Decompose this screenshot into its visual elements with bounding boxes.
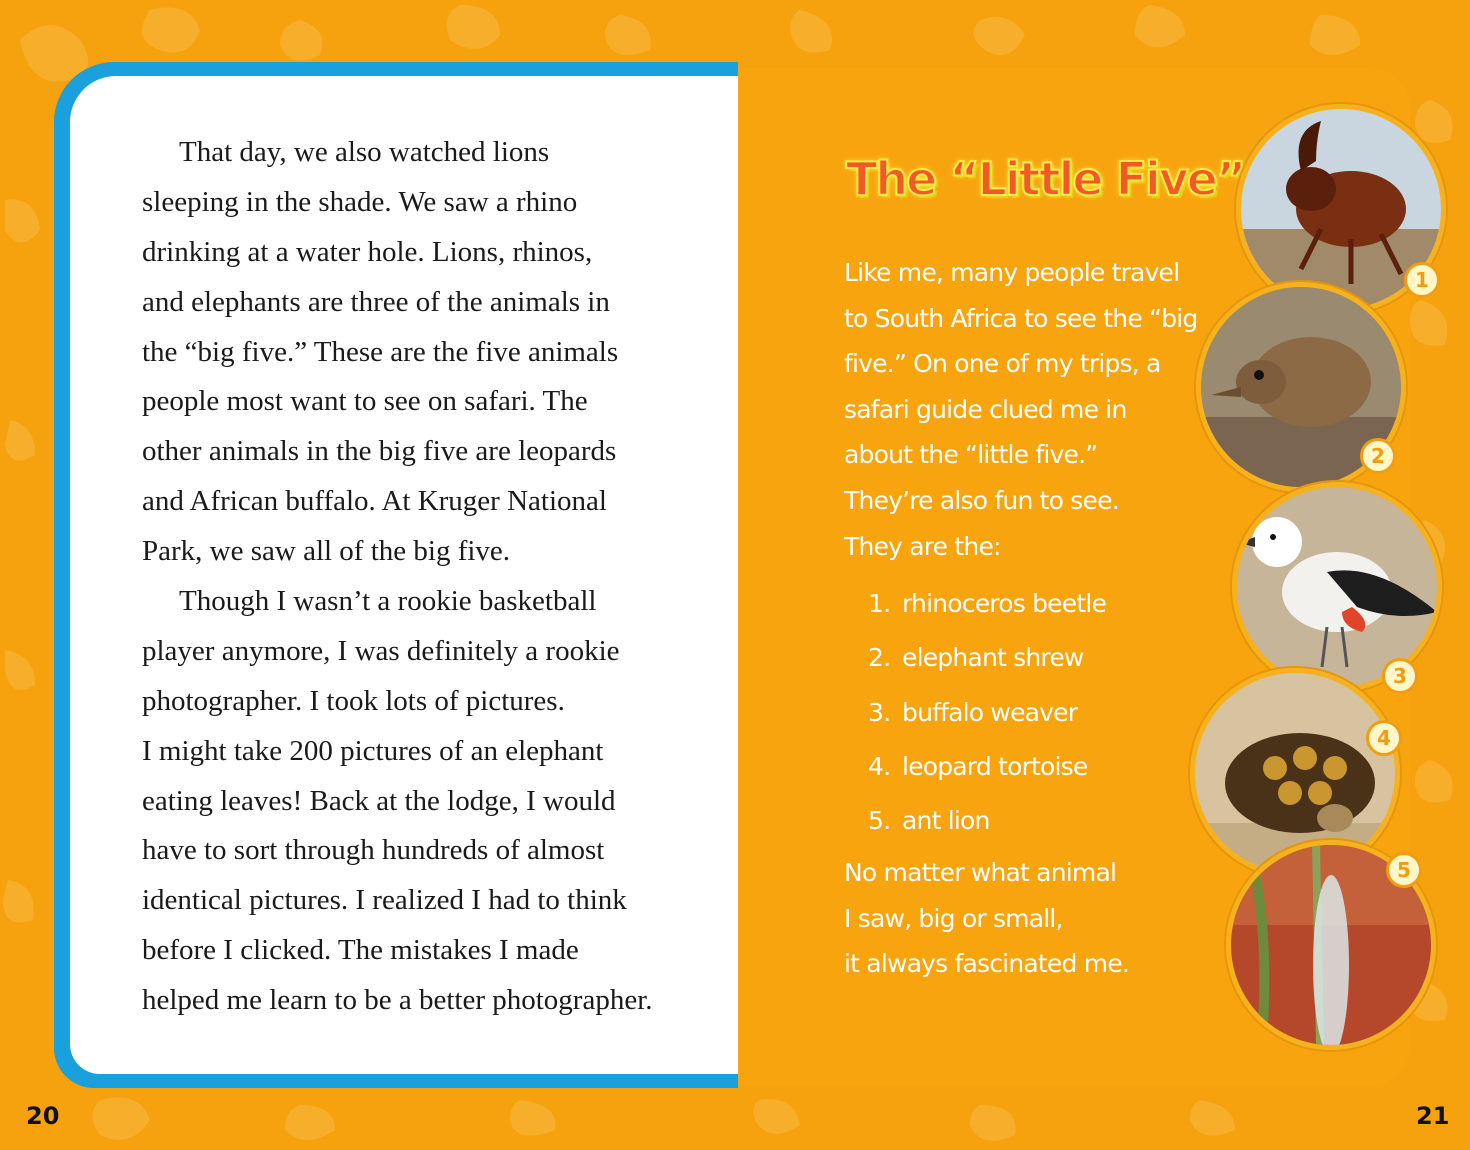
list-item (844, 794, 1204, 848)
closing-line: No matter what animal (844, 858, 1117, 888)
intro-line: five.” On one of my trips, a (844, 349, 1161, 379)
intro-line: about the “little five.” (844, 440, 1098, 470)
sidebar-body (844, 250, 1204, 987)
story-text (142, 128, 653, 1026)
list-number: 4. (868, 751, 891, 781)
closing-line: it always fascinated me. (844, 949, 1129, 979)
story-line: drinking at a water hole. Lions, rhinos, (142, 235, 593, 268)
badge-3: 3 (1382, 658, 1418, 694)
story-line: photographer. I took lots of pictures. (142, 684, 565, 717)
story-line: people most want to see on safari. The (142, 385, 588, 418)
story-line: identical pictures. I realized I had to think (142, 884, 627, 917)
story-line: That day, we also watched lions (179, 136, 550, 168)
list-number: 5. (868, 805, 891, 835)
page-number-right: 21 (1416, 1102, 1450, 1130)
badge-1: 1 (1404, 262, 1440, 298)
list-item (844, 686, 1204, 740)
list-item (844, 631, 1204, 685)
intro-line: to South Africa to see the “big (844, 303, 1198, 333)
story-line: have to sort through hundreds of almost (142, 834, 605, 867)
intro-line: They are the: (844, 531, 1001, 561)
list-item (844, 577, 1204, 631)
list-label: ant lion (902, 805, 990, 835)
intro-line: safari guide clued me in (844, 394, 1127, 424)
little-five-list (844, 577, 1204, 848)
story-line: I might take 200 pictures of an elephant (142, 734, 604, 767)
list-label: leopard tortoise (902, 751, 1088, 781)
story-line: eating leaves! Back at the lodge, I would (142, 784, 616, 817)
story-line: Park, we saw all of the big five. (142, 535, 511, 568)
story-line: the “big five.” These are the five animals (142, 335, 619, 368)
badge-4: 4 (1366, 720, 1402, 756)
intro-line: They’re also fun to see. (844, 485, 1119, 515)
story-line: and elephants are three of the animals in (142, 285, 610, 318)
weaver-illustration (1237, 487, 1437, 687)
badge-5: 5 (1386, 852, 1422, 888)
page-number-left: 20 (26, 1102, 60, 1130)
list-label: elephant shrew (902, 643, 1084, 673)
story-line: Though I wasn’t a rookie basketball (179, 585, 597, 618)
list-label: buffalo weaver (902, 697, 1078, 727)
story-line: player anymore, I was definitely a rookie (142, 634, 620, 667)
list-item (844, 740, 1204, 794)
story-line: helped me learn to be a better photographer. (142, 984, 653, 1017)
list-number: 3. (868, 697, 891, 727)
badge-2: 2 (1360, 438, 1396, 474)
closing-line: I saw, big or small, (844, 903, 1063, 933)
story-line: before I clicked. The mistakes I made (142, 934, 579, 967)
story-line: other animals in the big five are leopards (142, 435, 617, 468)
list-number: 1. (868, 589, 891, 619)
story-line: sleeping in the shade. We saw a rhino (142, 185, 578, 218)
tortoise-illustration (1195, 673, 1395, 873)
intro-line: Like me, many people travel (844, 258, 1180, 287)
story-line: and African buffalo. At Kruger National (142, 485, 607, 518)
sidebar-title: The “Little Five” (846, 152, 1245, 206)
list-number: 2. (868, 643, 891, 673)
list-label: rhinoceros beetle (902, 589, 1107, 619)
